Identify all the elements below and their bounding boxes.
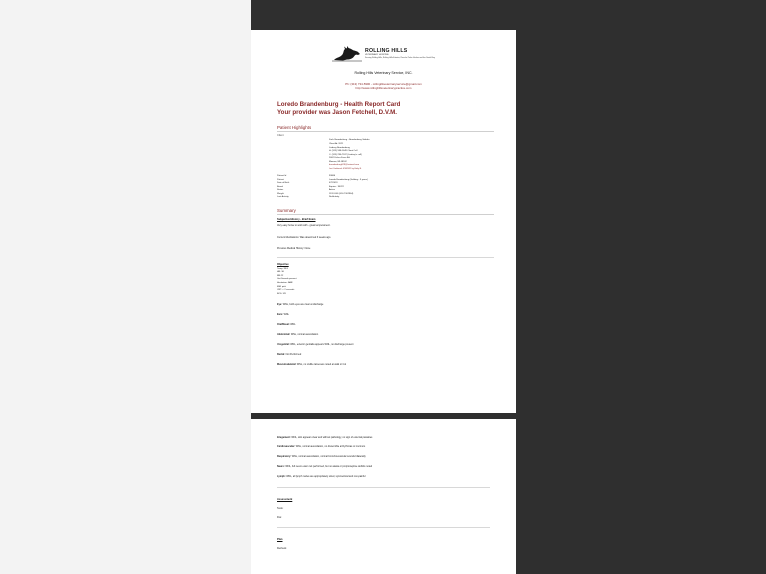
viewer-left-panel: [0, 0, 251, 574]
assessment-dxs: Dxs:: [277, 515, 282, 519]
client-confirmed-note: Last Confirmed: 6/10/2021 by Kathy B.: [329, 167, 362, 170]
exam-line: [277, 455, 494, 458]
vital-item: MM: pink: [277, 285, 286, 288]
row-value: No Activity: [329, 196, 340, 199]
divider: [277, 527, 490, 528]
page-title-line1: Loredo Brandenburg - Health Report Card: [277, 100, 401, 108]
document-page-1: [251, 30, 516, 413]
vital-item: HR: 36: [277, 271, 284, 274]
divider: [277, 257, 494, 258]
exam-label: Integument:: [277, 435, 291, 439]
vital-item: Gut Sounds present: [277, 278, 297, 281]
exam-line: [277, 353, 494, 356]
exam-text: WNL, normal auscultation, normal bronchovesicular sounds bilaterally: [291, 455, 366, 459]
client-spacer: [277, 139, 329, 171]
viewer-left-panel-inner: [0, 0, 251, 574]
client-name: Zach Brandenburg - Brandenburg Stables: [329, 139, 370, 142]
exam-line: [277, 436, 494, 439]
logo-tagline: Serving Rolling Hills, Rolling Hills Estates, Rancho Palos Verdes and the South Bay: [365, 57, 435, 60]
logo-subtitle: VETERINARY HOSPITAL: [365, 54, 389, 57]
exam-label: Cardiovascular:: [277, 445, 296, 449]
exam-label: Abdominal:: [277, 332, 291, 336]
document-page-2: [251, 419, 516, 574]
exam-text: WNL, full neuro exam not performed, but no ataxia or proprioceptive deficits noted: [284, 465, 373, 469]
vital-item: CRT: < 2 seconds: [277, 289, 295, 292]
exam-text: WNL, skin appears clear and without pathology, no sign of external parasites: [290, 435, 373, 439]
exam-line: [277, 313, 494, 316]
exam-label: Respiratory:: [277, 455, 292, 459]
clinic-contact: [263, 82, 504, 91]
exam-text: WNL: [282, 312, 289, 316]
exam-text: WNL, normal auscultation, no discernible arrhythmias or murmurs: [295, 445, 366, 449]
section-patient-highlights: Patient Highlights: [277, 125, 494, 132]
exam-text: WNL, no visible lameness noted at walk or trot: [296, 362, 347, 366]
assessment-tests: Tests:: [277, 506, 284, 510]
client-since: Client At: 2021: [329, 143, 344, 145]
clinic-logo: [263, 30, 504, 62]
row-value: 93086: [329, 175, 336, 178]
plan-item: Recheck: [277, 546, 287, 550]
client-contact: Lindsey Brandenburg: [329, 146, 350, 149]
logo-title: ROLLING HILLS: [365, 47, 408, 54]
row-value: Equine - 96222: [329, 185, 344, 188]
client-email[interactable]: brandenburg629@hotmail.com: [329, 164, 360, 167]
exam-text: WNL, exterior genitalia appears WNL, no discharge present: [289, 342, 354, 346]
exam-text: WNL, both eyes are clear at discharge: [282, 302, 324, 306]
exam-line: [277, 303, 494, 306]
previous-medical-history: Previous Medical History: None: [277, 247, 311, 251]
current-medications: Current Medications: Was dewormed 3 weeks ago.: [277, 235, 331, 239]
client-phone-home: H: (313) 598-1649 Client Cell: [329, 150, 358, 153]
client-details: [329, 139, 494, 171]
subjective-text: Very easy horse to work with - great temperament.: [277, 223, 331, 227]
section-summary: Summary: [277, 208, 494, 215]
client-label: Client: [277, 134, 284, 138]
row-label: Date of Birth: [277, 182, 290, 185]
plan-heading: Plan: [277, 537, 283, 541]
clinic-website[interactable]: http://www.rollinghillsveterinarypractice.com: [355, 86, 412, 91]
row-value: Active: [329, 189, 335, 192]
vital-item: Hesitation: BAR: [277, 282, 293, 285]
subjective-heading: Subjective/History - Brief Exam: [277, 217, 316, 221]
exam-label: Ears:: [277, 312, 283, 316]
vital-item: Temp: 99.8: [277, 267, 288, 270]
client-address-1: 2602 Fisher Farm Rd: [329, 157, 350, 160]
assessment-heading: Assessment: [277, 497, 293, 501]
patient-info-table: [277, 175, 494, 200]
row-label: Last Activity: [277, 196, 289, 199]
exam-line: [277, 363, 494, 366]
exam-text: WNL, all lymph nodes are appropriately sized, symmetrical and non-painful: [285, 475, 366, 479]
horse-logo-icon: [332, 46, 362, 62]
exam-line: [277, 475, 494, 478]
exam-label: Rectal:: [277, 352, 285, 356]
exam-line: [277, 465, 494, 468]
client-phone-cell: C: (313) 296-7187 (Lindsey's cell): [329, 153, 362, 156]
exam-label: Neuro:: [277, 465, 285, 469]
objective-heading: Objective: [277, 262, 289, 266]
clinic-name: Rolling Hills Veterinary Service, INC.: [354, 71, 413, 75]
client-address-2: Monroe, MI 48162: [329, 160, 347, 163]
row-value: Loredo Brandenburg (Gelding - 3 years): [329, 178, 368, 181]
row-label: Patient: [277, 178, 284, 181]
exam-line: [277, 343, 494, 346]
vitals-list: [277, 268, 494, 297]
row-label: Breed: [277, 185, 283, 188]
exam-line: [277, 445, 494, 448]
page-title-line2: Your provider was Jason Fetchell, D.V.M.: [277, 109, 398, 117]
divider: [277, 487, 490, 488]
row-label: Patient Id: [277, 175, 287, 178]
exam-label: Musculoskeletal:: [277, 362, 297, 366]
vital-item: RR:22: [277, 274, 284, 277]
row-value: 6/7/2019: [329, 182, 338, 185]
page-title: [277, 101, 504, 118]
exam-label: Lymph:: [277, 475, 286, 479]
clinic-phone-email: Ph: (313) 734-5900 - rollingillsveterinaryservice@gmail.com: [345, 82, 422, 86]
exam-line: [277, 323, 494, 326]
summary-body: [277, 218, 494, 366]
exam-text: Not Performed: [284, 352, 302, 356]
row-value: 1120 LBS (516.7302964): [329, 192, 354, 195]
patient-client-block: [277, 139, 494, 171]
row-label: Status: [277, 189, 284, 192]
row-label: Weight: [277, 192, 284, 195]
table-row: [277, 196, 494, 200]
exam-text: WNL: [289, 322, 296, 326]
vital-item: BCS: 5/9: [277, 292, 286, 295]
exam-line: [277, 333, 494, 336]
exam-text: WNL, normal auscultation: [290, 332, 319, 336]
exam-label: Oral/Nasal:: [277, 322, 290, 326]
exam-label: Eye:: [277, 302, 283, 306]
exam-label: Urogenital:: [277, 342, 290, 346]
